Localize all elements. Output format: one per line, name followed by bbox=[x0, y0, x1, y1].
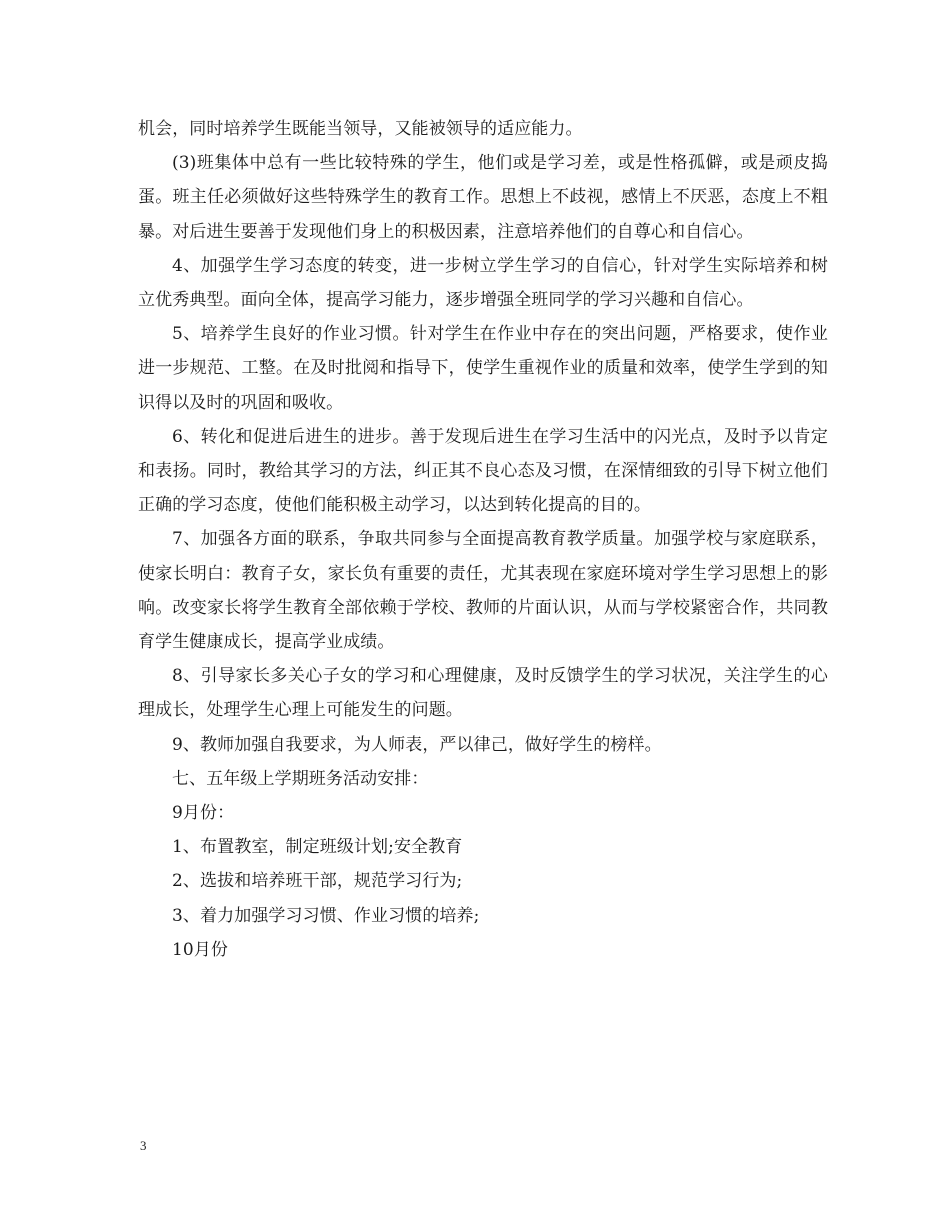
month-heading: 9月份： bbox=[172, 803, 235, 824]
paragraph: 9、教师加强自我要求，为人师表，严以律己，做好学生的榜样。 bbox=[172, 734, 662, 755]
page-number: 3 bbox=[140, 1138, 147, 1153]
list-item: 2、选拔和培养班干部，规范学习行为; bbox=[172, 871, 463, 892]
list-item: 1、布置教室，制定班级计划;安全教育 bbox=[172, 837, 463, 858]
paragraph: 6、转化和促进后进生的进步。善于发现后进生在学习生活中的闪光点，及时予以肯定和表扬。同时，教给其学习的方法，纠正其不良心态及习惯，在深情细致的引导下树立他们正确的学习态度，使他们能积极主动学习，以达到转化提高的目的。 bbox=[138, 426, 828, 516]
paragraph: (3)班集体中总有一些比较特殊的学生，他们或是学习差，或是性格孤僻，或是顽皮捣蛋。班主任必须做好这些特殊学生的教育工作。思想上不歧视，感情上不厌恶，态度上不粗暴。对后进生要善于发现他们身上的积极因素，注意培养他们的自尊心和自信心。 bbox=[138, 153, 828, 242]
page-content bbox=[138, 112, 828, 967]
month-heading: 10月份 bbox=[172, 939, 229, 960]
paragraph: 5、培养学生良好的作业习惯。针对学生在作业中存在的突出问题，严格要求，使作业进一步规范、工整。在及时批阅和指导下，使学生重视作业的质量和效率，使学生学到的知识得以及时的巩固和吸收。 bbox=[138, 324, 828, 413]
paragraph: 8、引导家长多关心子女的学习和心理健康，及时反馈学生的学习状况，关注学生的心理成长，处理学生心理上可能发生的问题。 bbox=[138, 666, 828, 721]
paragraph: 机会，同时培养学生既能当领导，又能被领导的适应能力。 bbox=[138, 119, 583, 139]
paragraph: 7、加强各方面的联系，争取共同参与全面提高教育教学质量。加强学校与家庭联系，使家长明白：教育子女，家长负有重要的责任，尤其表现在家庭环境对学生学习思想上的影响。改变家长将学生教育全部依赖于学校、教师的片面认识，从而与学校紧密合作，共同教育学生健康成长，提高学业成绩。 bbox=[138, 529, 828, 653]
section-heading: 七、五年级上学期班务活动安排： bbox=[172, 768, 429, 789]
list-item: 3、着力加强学习习惯、作业习惯的培养; bbox=[172, 905, 480, 926]
paragraph: 4、加强学生学习态度的转变，进一步树立学生学习的自信心，针对学生实际培养和树立优秀典型。面向全体，提高学习能力，逐步增强全班同学的学习兴趣和自信心。 bbox=[138, 255, 828, 311]
